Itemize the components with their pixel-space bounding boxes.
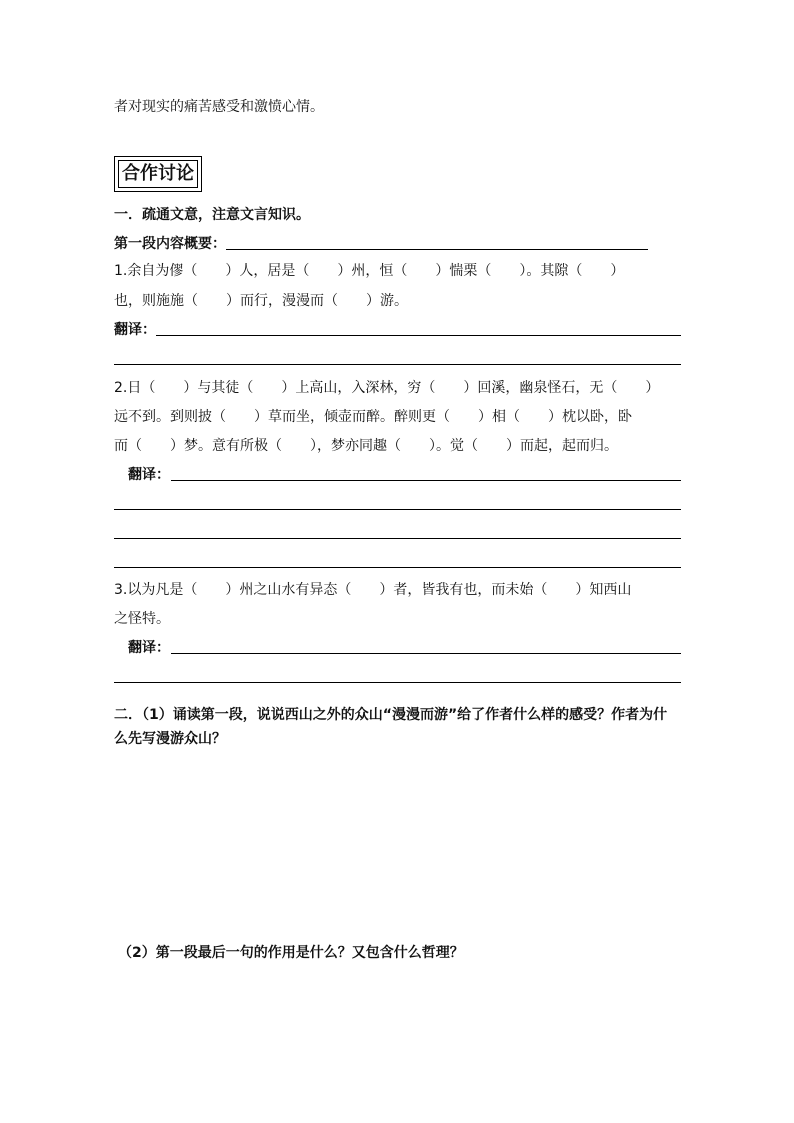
item3-answer-line[interactable] [171, 653, 681, 654]
item2-answer-line[interactable] [114, 509, 681, 510]
item2-line3: 而（ ）梦。意有所极（ ），梦亦同趣（ ）。觉（ ）而起，起而归。 [114, 438, 618, 454]
item3-translate-label: 翻译： [128, 640, 170, 656]
continued-paragraph: 者对现实的痛苦感受和激愤心情。 [114, 99, 324, 115]
item2-line2: 远不到。到则披（ ）草而坐，倾壶而醉。醉则更（ ）相（ ）枕以卧，卧 [114, 409, 632, 425]
item1-line2: 也，则施施（ ）而行，漫漫而（ ）游。 [114, 293, 408, 309]
summary-label: 第一段内容概要： [114, 236, 226, 252]
item1-line1: 1.余自为僇（ ）人，居是（ ）州，恒（ ）惴栗（ ）。其隙（ ） [114, 263, 625, 279]
section-title-box [114, 156, 202, 192]
item2-answer-line[interactable] [171, 480, 681, 481]
section-title: 合作讨论 [118, 160, 198, 188]
summary-answer-line[interactable] [226, 249, 648, 250]
item1-answer-line[interactable] [114, 364, 681, 365]
item2-translate-label: 翻译： [128, 467, 170, 483]
part2-q1-line1: 二．（1）诵读第一段，说说西山之外的众山“漫漫而游”给了作者什么样的感受？作者为什 [114, 707, 668, 723]
item2-answer-line[interactable] [114, 538, 681, 539]
item2-line1: 2.日（ ）与其徒（ ）上高山，入深林，穷（ ）回溪，幽泉怪石，无（ ） [114, 380, 660, 396]
item3-line1: 3.以为凡是（ ）州之山水有异态（ ）者，皆我有也，而未始（ ）知西山 [114, 582, 632, 598]
part2-q2: （2）第一段最后一句的作用是什么？又包含什么哲理？ [118, 945, 464, 961]
item2-answer-line[interactable] [114, 567, 681, 568]
part1-heading: 一．疏通文意，注意文言知识。 [114, 207, 310, 223]
item3-line2: 之怪特。 [114, 611, 170, 627]
item1-translate-label: 翻译： [114, 322, 156, 338]
item3-answer-line[interactable] [114, 682, 681, 683]
item1-answer-line[interactable] [156, 335, 681, 336]
part2-q1-line2: 么先写漫游众山？ [114, 731, 226, 747]
